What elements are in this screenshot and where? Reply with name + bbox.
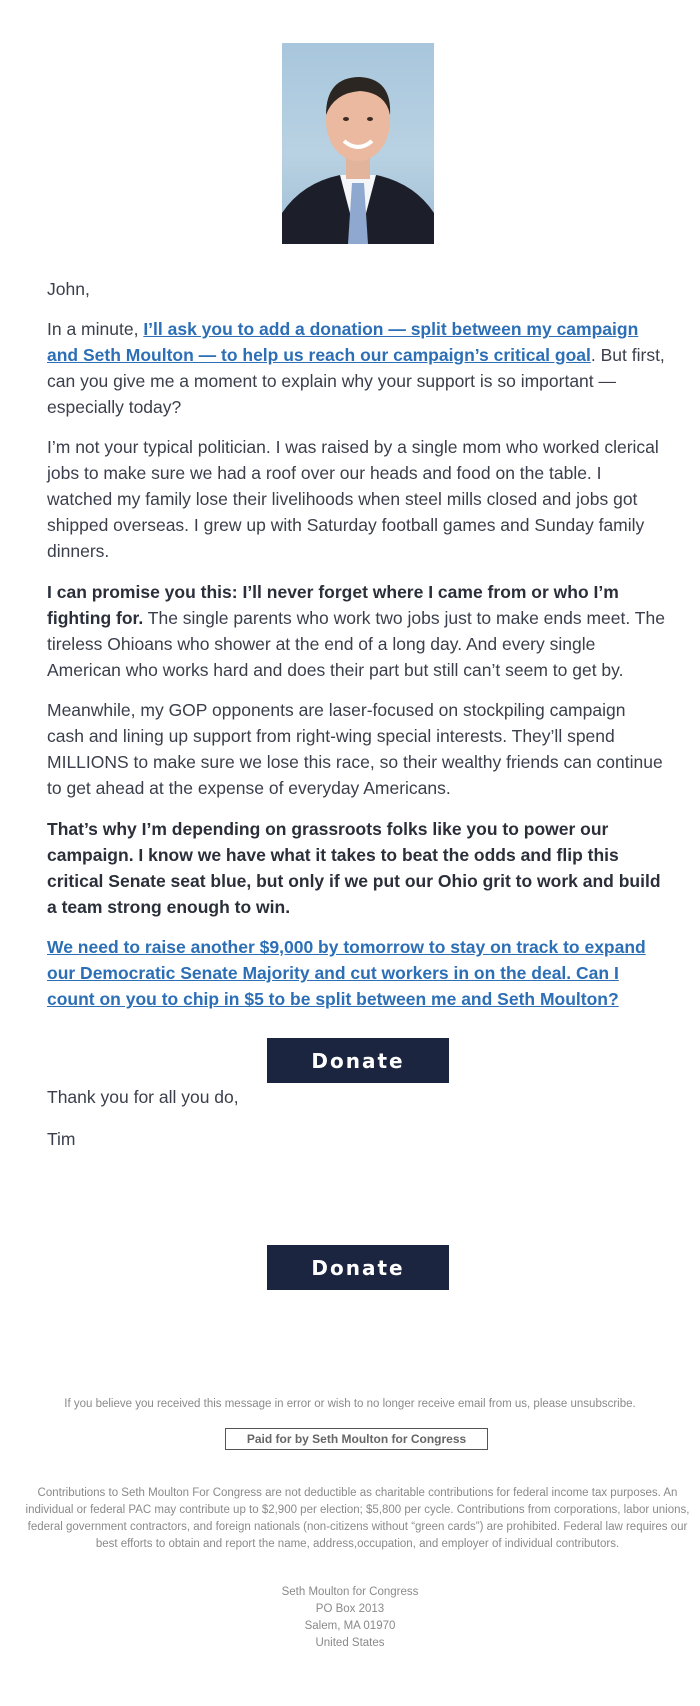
paragraph-promise [47, 579, 667, 683]
chip-in-link[interactable]: We need to raise another $9,000 by tomorrow to stay on track to expand our Democratic Senate Majority and cut workers in on the deal. Can I count on you to chip in $5 to be split between me and Seth Moulton? [47, 937, 646, 1009]
paragraph-ask [47, 934, 667, 1012]
paragraph-opponents: Meanwhile, my GOP opponents are laser-focused on stockpiling campaign cash and lining up support from right-wing special interests. They’ll spend MILLIONS to make sure we lose this race, so their wealthy friends can continue to get ahead at the expense of everyday Americans. [47, 700, 663, 798]
candidate-portrait [282, 43, 434, 244]
unsubscribe-notice[interactable]: If you believe you received this message in error or wish to no longer receive email from us, please unsubscribe. [64, 1398, 636, 1410]
portrait-illustration [282, 43, 434, 244]
greeting: John, [47, 279, 90, 299]
promise-bold: I can promise you this: I’ll never forget where I came from or who I’m fighting for. [47, 582, 619, 628]
address-line: Salem, MA 01970 [304, 1620, 396, 1632]
paragraph-background: I’m not your typical politician. I was raised by a single mom who worked clerical jobs to make sure we had a roof over our heads and food on the table. I watched my family lose their livelihoods when steel mills closed and jobs got shipped overseas. I grew up with Saturday football games and Sunday family dinners. [47, 437, 659, 561]
paragraph-grassroots [47, 816, 667, 920]
signoff: Thank you for all you do, [47, 1087, 239, 1107]
address-line: Seth Moulton for Congress [281, 1586, 419, 1598]
legal-disclaimer: Contributions to Seth Moulton For Congress are not deductible as charitable contributions for federal income tax purposes. An individual or federal PAC may contribute up to $2,900 per election; $5,800 per cycle. Contributions from corporations, labor unions, federal government contractors, and foreign nationals (non-citizens without “green cards”) are prohibited. Federal law requires our best efforts to obtain and report the name, address,occupation, and employer of individual contributors. [25, 1487, 690, 1550]
grassroots-bold: That’s why I’m depending on grassroots folks like you to power our campaign. I know we have what it takes to beat the odds and flip this critical Senate seat blue, but only if we put our Ohio grit to work and build a team strong enough to win. [47, 819, 661, 917]
paragraph-intro [47, 316, 667, 420]
donate-button-2[interactable]: Donate [267, 1245, 449, 1290]
intro-text-after: . But first, can you give me a moment to explain why your support is so important — especially today? [47, 345, 665, 417]
donation-ask-link[interactable]: I’ll ask you to add a donation — split between my campaign and Seth Moulton — to help us reach our campaign’s critical goal [47, 319, 639, 365]
signature: Tim [47, 1129, 76, 1149]
address-line: PO Box 2013 [315, 1603, 385, 1615]
intro-text-before: In a minute, [47, 319, 144, 339]
mailing-address [0, 1584, 700, 1652]
promise-rest: The single parents who work two jobs just to make ends meet. The tireless Ohioans who shower at the end of a long day. And every single American who works hard and does their part but still can’t seem to get by. [47, 608, 665, 680]
address-line: United States [315, 1637, 385, 1649]
donate-button-1[interactable]: Donate [267, 1038, 449, 1083]
paid-for-box: Paid for by Seth Moulton for Congress [225, 1428, 488, 1450]
